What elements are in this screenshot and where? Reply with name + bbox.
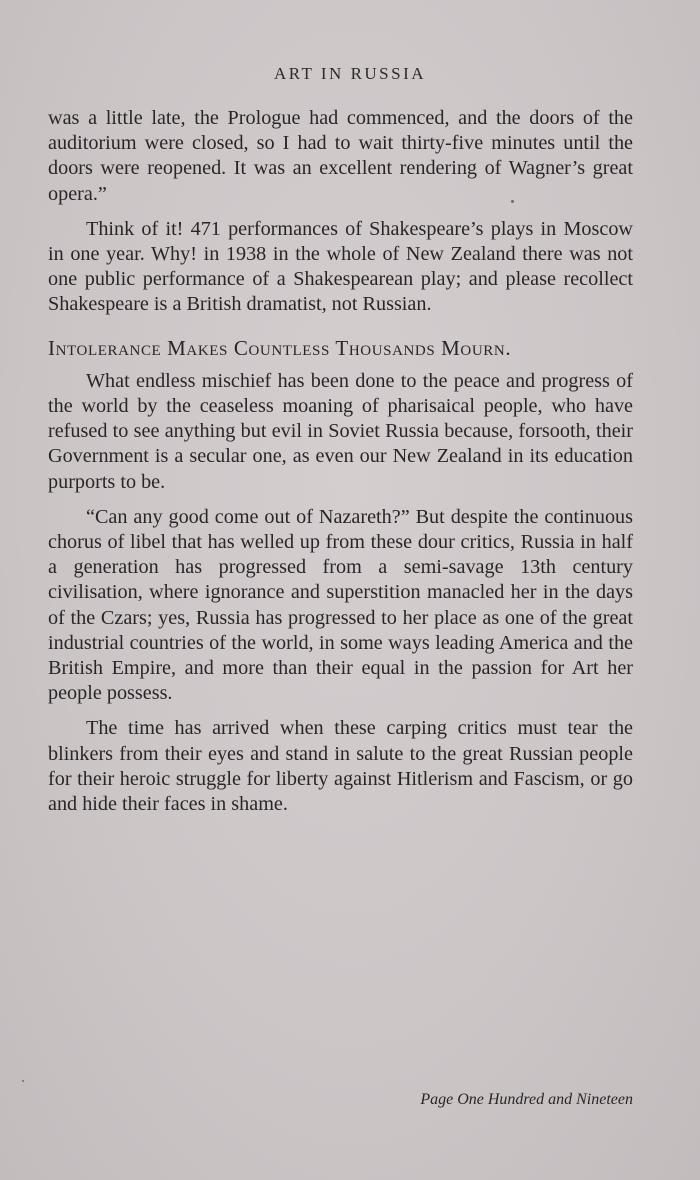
running-head: ART IN RUSSIA	[273, 64, 427, 83]
paragraph-continued: was a little late, the Prologue had commenced, and the doors of the auditorium were closed, so I had to wait thirty-five minutes until the doors were reopened. It was an excellent rendering of Wagner’s great opera.”	[48, 107, 633, 205]
paragraph-shakespeare: Think of it! 471 performances of Shakespeare’s plays in Moscow in one year. Why! in 1938 in the whole of New Zealand there was not one public performance of a Shakespearean play; and please recollect Shakespeare is a British dramatist, not Russian.	[48, 217, 633, 316]
paragraph-nazareth: “Can any good come out of Nazareth?” But despite the continuous chorus of libel that has welled up from these dour critics, Russia in half a generation has progressed from a semi-savage 13th century civilisation, where ignorance and superstition manacled her in the days of the Czars; yes, Russia has progressed to her place as one of the great industrial countries of the world, in some ways leading America and the British Empire, and more than their equal in the passion for Art her people possess.	[48, 505, 633, 705]
paragraph-mischief: What endless mischief has been done to the peace and progress of the world by the ceaseless moaning of pharisaical people, who have refused to see anything but evil in Soviet Russia because, forsooth, their Government is a secular one, as even our New Zealand in its education purports to be.	[48, 369, 633, 493]
body-text	[48, 106, 633, 827]
paper-speck	[511, 200, 514, 203]
page-number-folio: Page One Hundred and Nineteen	[420, 1091, 633, 1108]
section-heading: Intolerance Makes Countless Thousands Mourn.	[48, 335, 512, 360]
paragraph-carping-critics: The time has arrived when these carping critics must tear the blinkers from their eyes and stand in salute to the great Russian people for their heroic struggle for liberty against Hitlerism and Fascism, or go and hide their faces in shame.	[48, 717, 633, 816]
paper-speck	[22, 1080, 24, 1082]
